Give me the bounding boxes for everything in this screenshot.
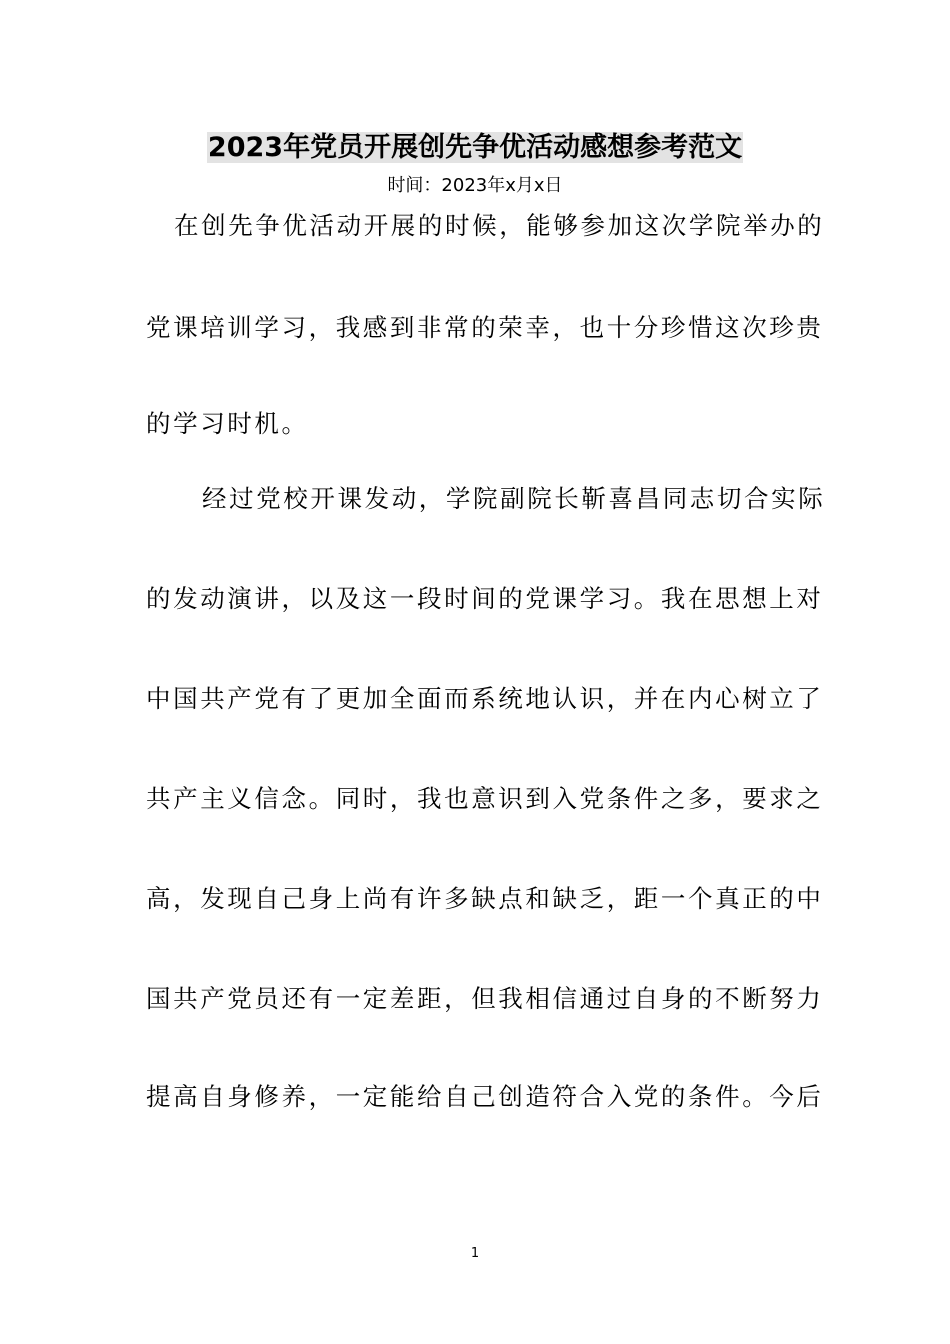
document-title-text: 2023年党员开展创先争优活动感想参考范文 [207,132,743,163]
paragraph-line: 党课培训学习，我感到非常的荣幸，也十分珍惜这次珍贵 [146,313,824,342]
paragraph-line: 高，发现自己身上尚有许多缺点和缺乏，距一个真正的中 [146,884,824,913]
paragraph-line: 的学习时机。 [146,409,309,438]
page-number: 1 [470,1246,480,1261]
paragraph-line: 经过党校开课发动，学院副院长靳喜昌同志切合实际 [202,484,826,513]
paragraph-line: 提高自身修养，一定能给自己创造符合入党的条件。今后 [146,1082,824,1111]
paragraph-line: 国共产党员还有一定差距，但我相信通过自身的不断努力 [146,984,824,1013]
paragraph-line: 的发动演讲，以及这一段时间的党课学习。我在思想上对 [146,584,824,613]
paragraph-line: 中国共产党有了更加全面而系统地认识，并在内心树立了 [146,684,824,713]
document-title [0,128,950,168]
paragraph-line: 在创先争优活动开展的时候，能够参加这次学院举办的 [174,211,825,240]
paragraph-line: 共产主义信念。同时，我也意识到入党条件之多，要求之 [146,784,824,813]
date-line: 时间：2023年x月x日 [387,175,563,196]
